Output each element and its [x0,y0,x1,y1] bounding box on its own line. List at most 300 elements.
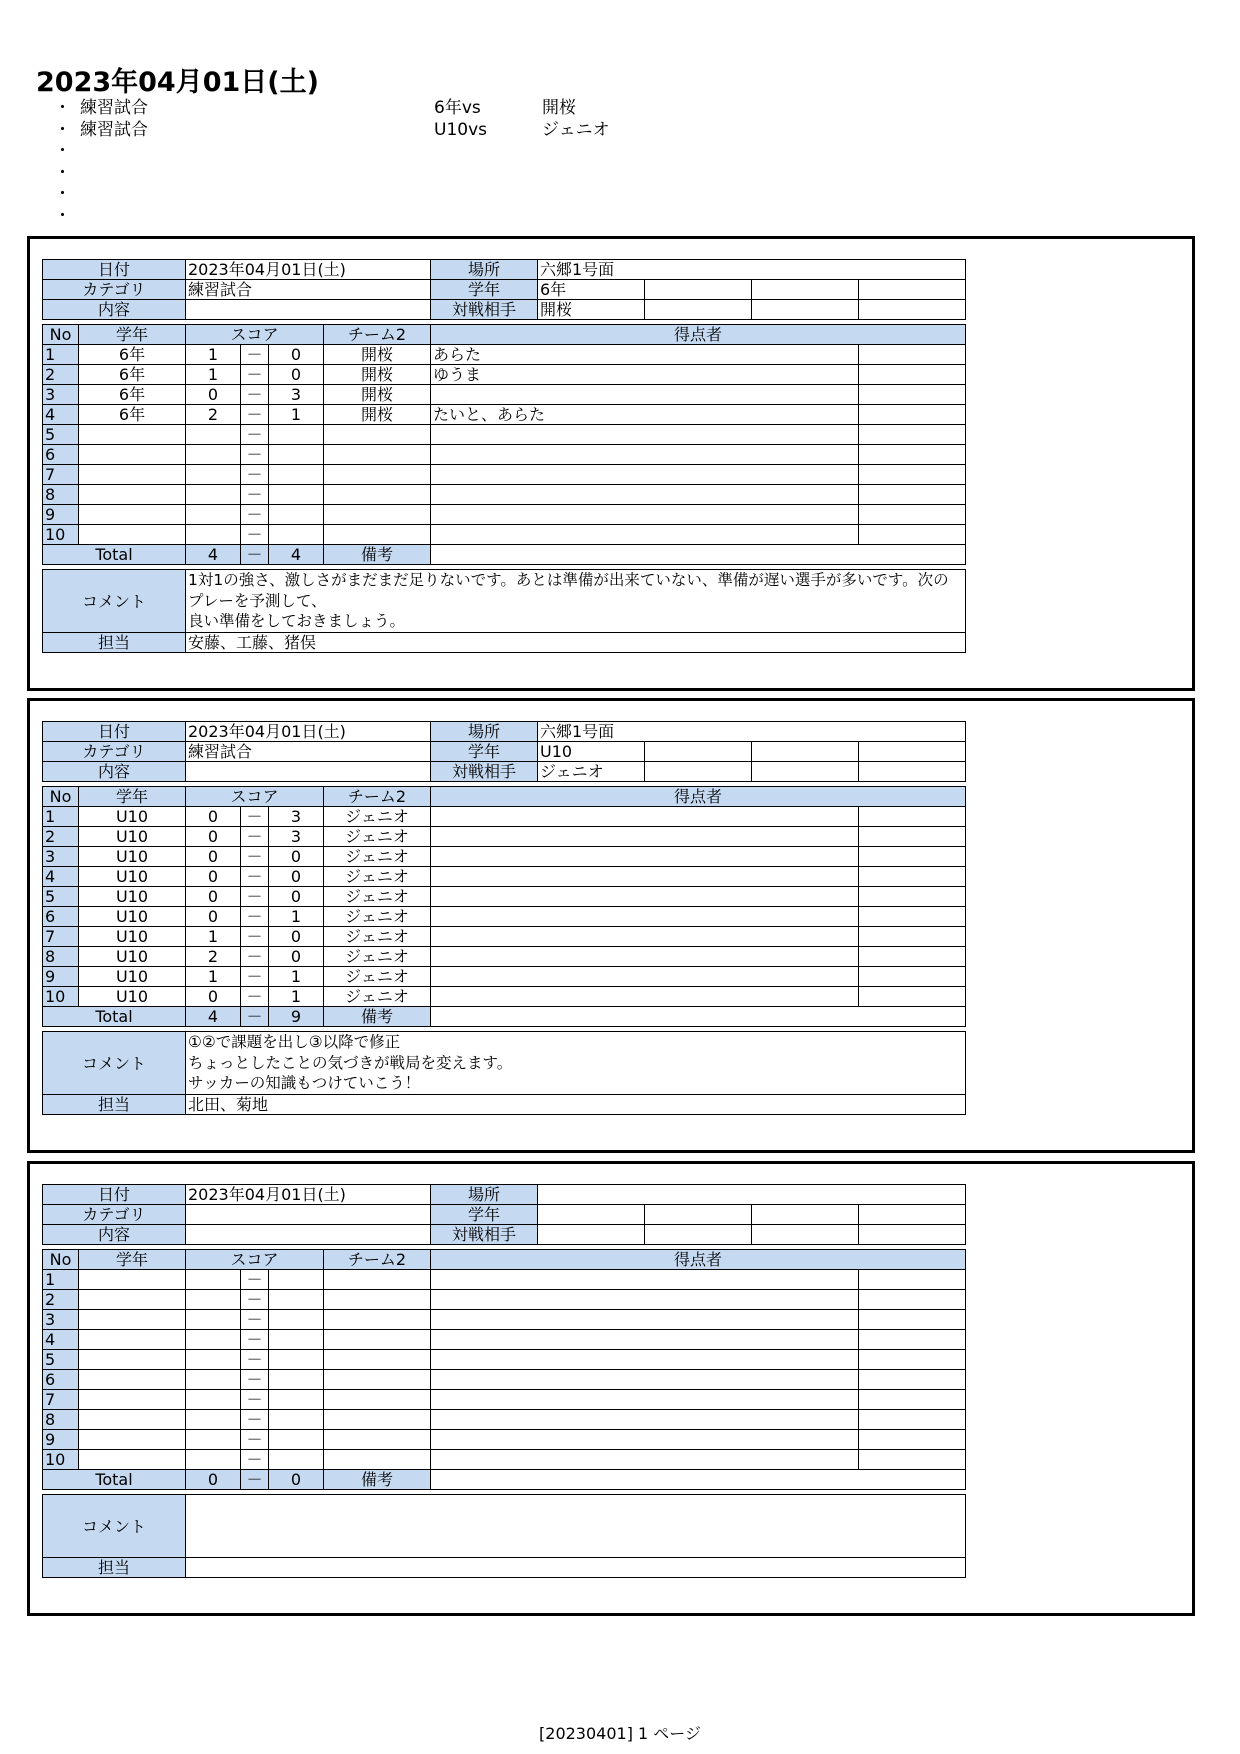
game-scorers [431,947,859,967]
blank-cell [645,280,752,300]
comment-line: 良い準備をしておきましょう。 [188,612,406,630]
game-team2: ジェニオ [324,887,431,907]
game-team2 [324,465,431,485]
game-scorers [431,1410,859,1430]
match-report-1 [27,236,1195,691]
place-label: 場所 [431,722,538,742]
score-home [186,465,241,485]
summary-opponent: ジェニオ [542,119,610,140]
blank-cell [859,1290,966,1310]
game-team2: ジェニオ [324,827,431,847]
score-dash: － [241,1430,269,1450]
blank-cell [859,405,966,425]
score-dash: － [241,1310,269,1330]
game-row [43,345,966,365]
blank-cell [859,847,966,867]
score-home: 1 [186,345,241,365]
score-home: 0 [186,807,241,827]
score-home [186,1390,241,1410]
blank-cell [859,1350,966,1370]
game-no: 2 [43,827,79,847]
category-label: カテゴリ [43,280,186,300]
score-home [186,525,241,545]
grade-value [538,1205,645,1225]
summary-label: 練習試合 [80,98,148,118]
score-away [269,505,324,525]
score-home: 0 [186,385,241,405]
game-row [43,1330,966,1350]
score-dash: － [241,465,269,485]
game-row [43,847,966,867]
game-grade [79,505,186,525]
game-scorers: ゆうま [431,365,859,385]
game-scorers [431,505,859,525]
info-row-content [43,1225,966,1245]
game-grade: U10 [79,907,186,927]
game-grade: U10 [79,887,186,907]
game-grade [79,1310,186,1330]
game-row [43,405,966,425]
staff-label: 担当 [43,1558,186,1578]
blank-cell [859,907,966,927]
blank-cell [859,1430,966,1450]
game-team2: ジェニオ [324,807,431,827]
grade-value: 6年 [538,280,645,300]
score-dash: － [241,485,269,505]
game-no: 10 [43,1450,79,1470]
score-away [269,445,324,465]
match-report-2 [27,698,1195,1153]
score-home [186,1290,241,1310]
blank-cell [645,1225,752,1245]
total-home: 4 [186,1007,241,1027]
score-home: 0 [186,827,241,847]
game-team2 [324,1310,431,1330]
game-row [43,425,966,445]
score-header: スコア [186,325,324,345]
game-team2: ジェニオ [324,967,431,987]
blank-cell [752,1225,859,1245]
game-scorers [431,807,859,827]
score-away: 0 [269,365,324,385]
blank-cell [859,1410,966,1430]
game-row [43,1430,966,1450]
score-away: 0 [269,867,324,887]
date-value: 2023年04月01日(土) [186,722,431,742]
score-home [186,1430,241,1450]
blank-cell [752,762,859,782]
game-grade [79,1350,186,1370]
blank-cell [859,505,966,525]
score-header: スコア [186,787,324,807]
score-away [269,1310,324,1330]
blank-cell [859,525,966,545]
game-grade [79,485,186,505]
blank-cell [752,1205,859,1225]
game-row [43,1290,966,1310]
game-team2: ジェニオ [324,907,431,927]
score-home: 2 [186,405,241,425]
game-grade [79,1410,186,1430]
game-grade: U10 [79,847,186,867]
score-home: 0 [186,847,241,867]
summary-row [54,206,754,228]
date-value: 2023年04月01日(土) [186,1185,431,1205]
place-value: 六郷1号面 [538,722,966,742]
total-row [43,1007,966,1027]
game-row [43,1450,966,1470]
game-row [43,445,966,465]
game-scorers [431,1350,859,1370]
game-grade: 6年 [79,385,186,405]
game-scorers [431,1310,859,1330]
game-scorers [431,525,859,545]
game-grade [79,1450,186,1470]
summary-row [54,98,754,120]
info-row-date [43,1185,966,1205]
total-away: 9 [269,1007,324,1027]
game-row [43,505,966,525]
game-grade [79,425,186,445]
score-home [186,1450,241,1470]
blank-cell [859,1390,966,1410]
game-scorers [431,847,859,867]
score-away: 3 [269,827,324,847]
game-team2: ジェニオ [324,867,431,887]
blank-cell [645,762,752,782]
remarks-value [431,1007,966,1027]
total-row [43,1470,966,1490]
no-header: No [43,787,79,807]
no-header: No [43,325,79,345]
blank-cell [859,345,966,365]
game-no: 10 [43,987,79,1007]
score-dash: － [241,365,269,385]
game-no: 2 [43,365,79,385]
blank-cell [859,887,966,907]
comment-row [43,1495,966,1558]
page-footer: [20230401] 1 ページ [539,1724,701,1743]
scorers-header: 得点者 [431,1250,966,1270]
grade-label: 学年 [431,1205,538,1225]
bullet: ・ [54,98,71,118]
total-dash: － [241,1007,269,1027]
score-dash: － [241,1290,269,1310]
blank-cell [645,300,752,320]
blank-cell [752,300,859,320]
staff-label: 担当 [43,633,186,653]
comment-row [43,1032,966,1095]
grade-label: 学年 [431,280,538,300]
game-scorers [431,445,859,465]
game-scorers [431,887,859,907]
game-no: 5 [43,425,79,445]
blank-cell [859,425,966,445]
game-grade: U10 [79,947,186,967]
score-dash: － [241,385,269,405]
total-dash: － [241,1470,269,1490]
score-away: 1 [269,987,324,1007]
score-home [186,425,241,445]
opponent-label: 対戦相手 [431,1225,538,1245]
game-no: 1 [43,807,79,827]
bullet: ・ [54,205,71,226]
game-row [43,927,966,947]
game-team2: ジェニオ [324,947,431,967]
blank-cell [859,987,966,1007]
score-away [269,425,324,445]
blank-cell [859,967,966,987]
content-label: 内容 [43,1225,186,1245]
comment-label: コメント [43,1032,186,1095]
score-away [269,1390,324,1410]
game-no: 3 [43,385,79,405]
grade-header: 学年 [79,1250,186,1270]
total-row [43,545,966,565]
staff-value: 安藤、工藤、猪俣 [186,633,966,653]
game-row [43,827,966,847]
staff-row [43,1095,966,1115]
game-no: 9 [43,967,79,987]
category-value: 練習試合 [186,742,431,762]
game-scorers [431,1390,859,1410]
game-no: 7 [43,927,79,947]
comment-line: ①②で課題を出し③以降で修正 [188,1033,401,1051]
report-table [42,721,966,1115]
info-row-category [43,280,966,300]
game-row [43,1270,966,1290]
score-away [269,485,324,505]
game-row [43,1390,966,1410]
bullet: ・ [54,162,71,183]
comment-label: コメント [43,570,186,633]
score-dash: － [241,847,269,867]
score-dash: － [241,1270,269,1290]
score-home [186,1350,241,1370]
score-home [186,1330,241,1350]
category-label: カテゴリ [43,1205,186,1225]
game-row [43,987,966,1007]
blank-cell [859,807,966,827]
game-no: 6 [43,1370,79,1390]
game-row [43,1410,966,1430]
score-away [269,1290,324,1310]
game-row [43,465,966,485]
score-home: 1 [186,927,241,947]
game-no: 7 [43,1390,79,1410]
blank-cell [752,742,859,762]
score-away [269,465,324,485]
total-label: Total [43,1007,186,1027]
match-report-3 [27,1161,1195,1616]
game-team2: 開桜 [324,365,431,385]
score-home [186,1310,241,1330]
summary-label: 練習試合 [80,119,148,140]
game-team2 [324,1290,431,1310]
score-dash: － [241,445,269,465]
content-value [186,1225,431,1245]
team2-header: チーム2 [324,325,431,345]
score-away [269,525,324,545]
summary-row [54,184,754,206]
game-row [43,1310,966,1330]
score-dash: － [241,907,269,927]
total-home: 0 [186,1470,241,1490]
game-grade: U10 [79,987,186,1007]
score-home [186,485,241,505]
score-away: 0 [269,887,324,907]
game-team2 [324,1330,431,1350]
game-team2 [324,485,431,505]
games-header-row [43,325,966,345]
blank-cell [859,827,966,847]
blank-cell [859,1205,966,1225]
score-dash: － [241,927,269,947]
game-grade: U10 [79,967,186,987]
score-home [186,505,241,525]
score-dash: － [241,987,269,1007]
score-dash: － [241,505,269,525]
game-grade [79,1430,186,1450]
grade-label: 学年 [431,742,538,762]
game-scorers [431,927,859,947]
game-row [43,967,966,987]
game-row [43,525,966,545]
score-dash: － [241,807,269,827]
game-row [43,485,966,505]
game-row [43,807,966,827]
game-team2 [324,1270,431,1290]
score-dash: － [241,1390,269,1410]
blank-cell [859,445,966,465]
score-home: 0 [186,867,241,887]
blank-cell [859,465,966,485]
info-row-category [43,742,966,762]
game-row [43,1350,966,1370]
game-no: 5 [43,1350,79,1370]
score-away: 1 [269,405,324,425]
score-away: 1 [269,967,324,987]
game-scorers [431,465,859,485]
blank-cell [859,365,966,385]
blank-cell [859,1330,966,1350]
game-team2 [324,505,431,525]
staff-row [43,633,966,653]
category-label: カテゴリ [43,742,186,762]
remarks-value [431,545,966,565]
score-dash: － [241,1370,269,1390]
blank-cell [859,1225,966,1245]
game-grade [79,1370,186,1390]
report-table [42,259,966,653]
bullet: ・ [54,141,71,161]
game-row [43,365,966,385]
score-away [269,1330,324,1350]
game-team2: ジェニオ [324,927,431,947]
game-no: 4 [43,405,79,425]
game-scorers [431,867,859,887]
score-dash: － [241,1350,269,1370]
game-team2 [324,1370,431,1390]
report-table [42,1184,966,1578]
game-team2: 開桜 [324,385,431,405]
date-label: 日付 [43,260,186,280]
summary-opponent: 開桜 [542,98,576,118]
blank-cell [859,762,966,782]
game-grade [79,465,186,485]
blank-cell [859,947,966,967]
staff-value [186,1558,966,1578]
no-header: No [43,1250,79,1270]
score-away [269,1350,324,1370]
score-home [186,1370,241,1390]
score-away [269,1450,324,1470]
opponent-value: 開桜 [538,300,645,320]
score-home [186,1410,241,1430]
score-dash: － [241,947,269,967]
scorers-header: 得点者 [431,787,966,807]
game-scorers [431,1330,859,1350]
game-team2 [324,1430,431,1450]
blank-cell [859,1450,966,1470]
info-row-date [43,260,966,280]
blank-cell [645,742,752,762]
score-away: 3 [269,807,324,827]
staff-label: 担当 [43,1095,186,1115]
blank-cell [859,300,966,320]
blank-cell [859,927,966,947]
game-no: 9 [43,505,79,525]
game-row [43,867,966,887]
total-dash: － [241,545,269,565]
place-value [538,1185,966,1205]
game-grade [79,1270,186,1290]
content-label: 内容 [43,762,186,782]
staff-row [43,1558,966,1578]
game-no: 3 [43,847,79,867]
opponent-value [538,1225,645,1245]
games-header-row [43,787,966,807]
game-scorers [431,425,859,445]
game-team2 [324,445,431,465]
game-grade [79,525,186,545]
game-scorers [431,907,859,927]
score-away [269,1270,324,1290]
comment-row [43,570,966,633]
score-home [186,1270,241,1290]
score-dash: － [241,345,269,365]
score-dash: － [241,967,269,987]
game-team2 [324,1410,431,1430]
score-away: 0 [269,947,324,967]
score-home: 0 [186,907,241,927]
game-no: 4 [43,1330,79,1350]
game-grade [79,1390,186,1410]
place-label: 場所 [431,1185,538,1205]
summary-row [54,141,754,163]
blank-cell [859,742,966,762]
game-no: 1 [43,1270,79,1290]
score-dash: － [241,827,269,847]
team2-header: チーム2 [324,1250,431,1270]
date-label: 日付 [43,722,186,742]
score-home: 2 [186,947,241,967]
game-grade [79,445,186,465]
game-team2: 開桜 [324,405,431,425]
total-away: 4 [269,545,324,565]
page-title: 2023年04月01日(土) [36,67,319,98]
blank-cell [859,280,966,300]
